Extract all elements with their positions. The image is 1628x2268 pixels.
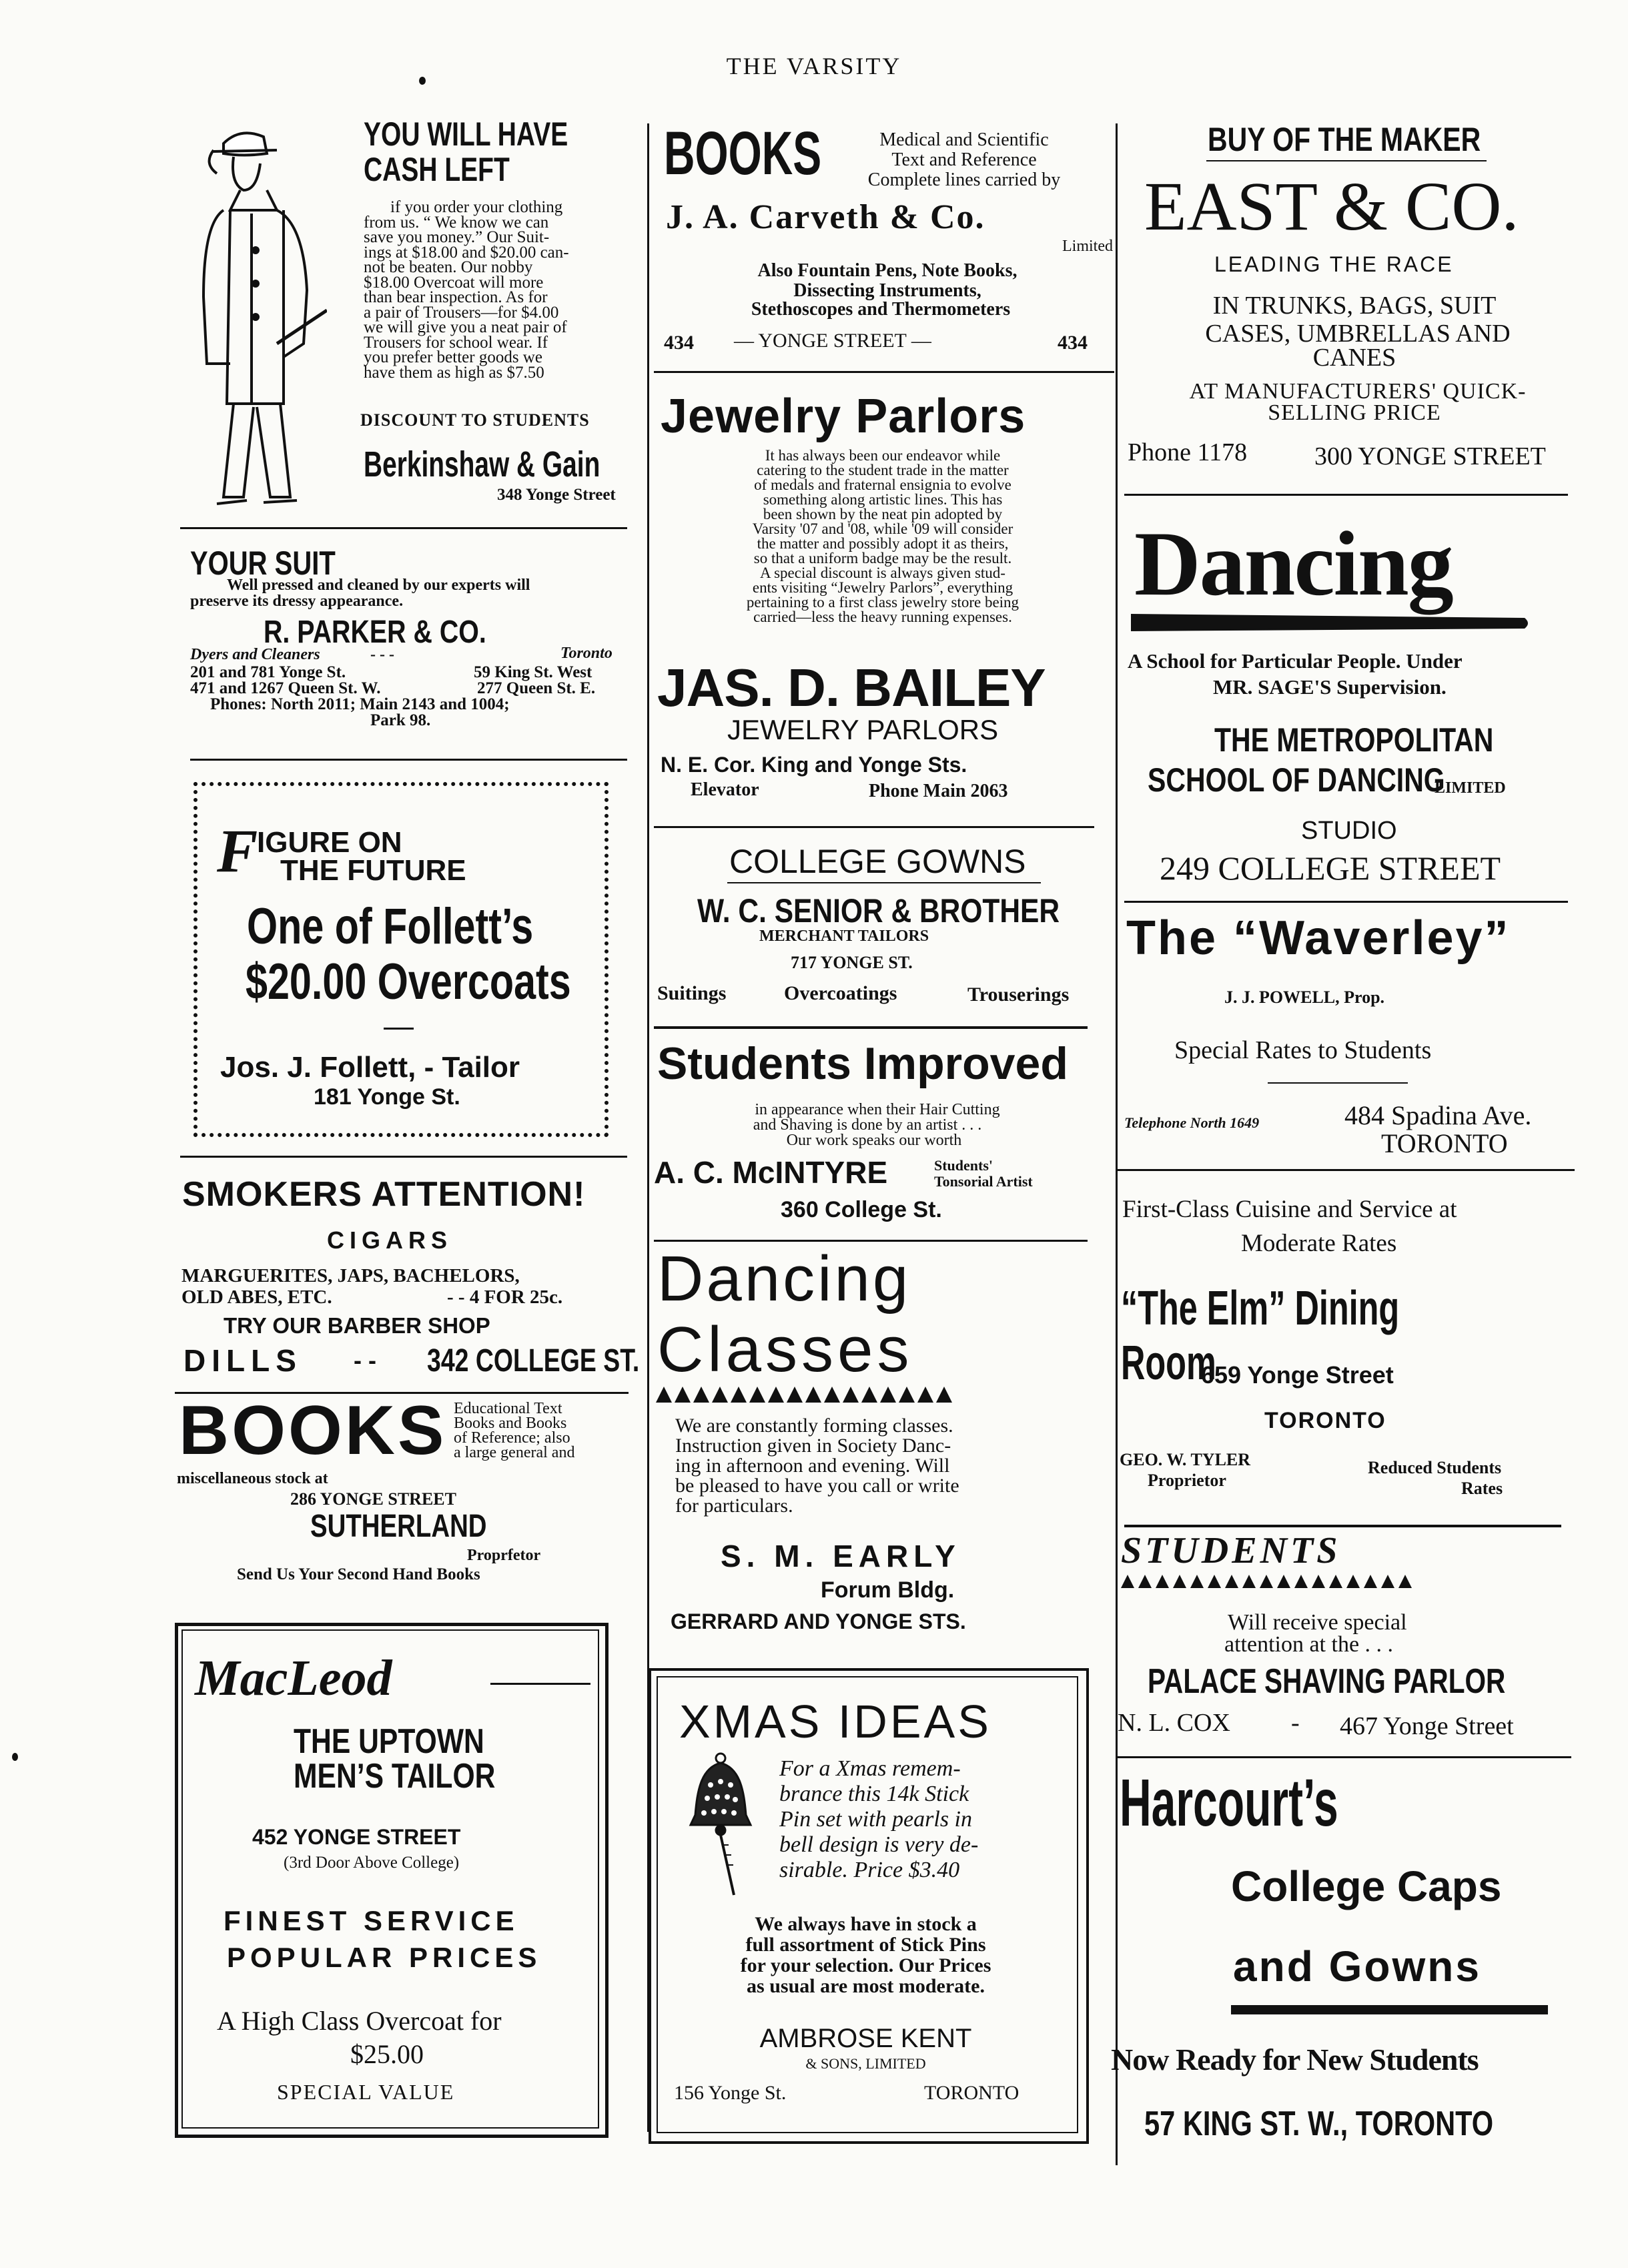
follett-cap: F — [217, 817, 258, 885]
bailey-title: Jewelry Parlors — [661, 390, 1026, 443]
carveth-right-rule — [1116, 123, 1118, 364]
metropolitan-swash — [1131, 609, 1531, 635]
smokers-dills: DILLS — [183, 1343, 302, 1378]
elm-title: “The Elm” Dining Room — [1121, 1282, 1400, 1390]
early-corner: GERRARD AND YONGE STS. — [671, 1609, 966, 1633]
kent-title: XMAS IDEAS — [679, 1695, 991, 1748]
suit-city: Toronto — [560, 645, 613, 662]
smokers-address: 342 COLLEGE ST. — [427, 1343, 640, 1379]
harcourt-address: 57 KING ST. W., TORONTO — [1144, 2105, 1494, 2143]
carveth-side: Medical and Scientific Text and Reference Complete lines carried by — [867, 129, 1061, 190]
macleod-finest: FINEST SERVICE — [224, 1905, 519, 1936]
early-firm: S. M. EARLY — [721, 1539, 961, 1573]
carveth-street: — YONGE STREET — — [734, 330, 931, 352]
sutherland-side: Educational Text Books and Books of Reference; also a large general and — [454, 1400, 575, 1461]
senior-a: Suitings — [657, 982, 727, 1004]
palace-ornament — [1120, 1572, 1416, 1591]
bell-stickpin-icon — [681, 1752, 761, 1898]
column-rule-right — [1116, 123, 1118, 2165]
cash-title-1: YOU WILL HAVE — [364, 115, 568, 153]
early-title-1: Dancing — [657, 1243, 911, 1314]
follett-line-2: THE FUTURE — [280, 854, 466, 887]
metropolitan-address: 249 COLLEGE STREET — [1160, 849, 1501, 887]
senior-address: 717 YONGE ST. — [791, 953, 913, 972]
suit-trade: Dyers and Cleaners — [190, 646, 320, 663]
elm-reduced-2: Rates — [1461, 1479, 1503, 1498]
elm-line-1: First-Class Cuisine and Service at — [1122, 1196, 1457, 1223]
metropolitan-limited: LIMITED — [1435, 779, 1506, 797]
smokers-line-2a: OLD ABES, ETC. — [181, 1286, 332, 1308]
rule-c3-3 — [1118, 1169, 1575, 1171]
elm-reduced-1: Reduced Students — [1368, 1458, 1502, 1477]
mcintyre-line-1: in appearance when their Hair Cutting — [755, 1101, 1000, 1118]
early-bldg: Forum Bldg. — [821, 1577, 955, 1603]
metropolitan-line-1: A School for Particular People. Under — [1128, 649, 1463, 673]
mcintyre-title: Students Improved — [657, 1038, 1068, 1089]
bailey-corner: N. E. Cor. King and Yonge Sts. — [661, 753, 967, 777]
follett-tailor: Jos. J. Follett, - Tailor — [220, 1051, 520, 1084]
elm-prop-2: Proprietor — [1148, 1471, 1226, 1490]
kent-body: We always have in stock a full assortment of Stick Pins for your selection. Our Prices as usual are most moderate. — [740, 1913, 991, 1997]
mcintyre-line-2: and Shaving is done by an artist . . . — [753, 1116, 982, 1134]
palace-dash: - — [1291, 1709, 1300, 1737]
rule-c1-3 — [180, 1156, 627, 1158]
rule-c3-5 — [1118, 1756, 1571, 1758]
waverley-short-rule — [1268, 1082, 1408, 1084]
cash-discount: DISCOUNT TO STUDENTS — [360, 410, 590, 430]
elm-city: TORONTO — [1264, 1408, 1386, 1433]
east-top: BUY OF THE MAKER — [1208, 121, 1481, 158]
senior-c: Trouserings — [967, 984, 1070, 1006]
rule-c3-2 — [1124, 901, 1568, 903]
rule-c3-1 — [1124, 494, 1568, 496]
harcourt-ready: Now Ready for New Students — [1111, 2042, 1479, 2076]
early-title-2: Classes — [657, 1314, 913, 1385]
bailey-elevator: Elevator — [691, 779, 759, 800]
follett-address: 181 Yonge St. — [314, 1084, 460, 1110]
waverley-city: TORONTO — [1381, 1128, 1508, 1158]
running-header: THE VARSITY — [726, 53, 902, 79]
senior-trade: MERCHANT TAILORS — [759, 927, 929, 945]
east-firm: EAST & CO. — [1144, 168, 1519, 245]
bailey-sub: JEWELRY PARLORS — [727, 714, 999, 745]
palace-title: STUDENTS — [1121, 1530, 1341, 1571]
east-address: 300 YONGE STREET — [1314, 442, 1546, 470]
early-body: We are constantly forming classes. Instruction given in Society Danc- ing in afternoon and evening. Will be pleased to have you call or write for particulars. — [675, 1415, 959, 1517]
macleod-price: $25.00 — [350, 2039, 424, 2069]
senior-title-rule — [727, 882, 1041, 883]
rule-c3-4 — [1124, 1525, 1561, 1527]
east-line-1: IN TRUNKS, BAGS, SUIT — [1212, 292, 1497, 320]
mcintyre-address: 360 College St. — [781, 1197, 942, 1222]
print-speck — [419, 77, 426, 85]
cash-body: if you order your clothing from us. “ We know we can save you money.” Our Suit- ings at $18.00 and $20.00 can- not be beaten. Our nobby $18.00 Overcoat will more than bear inspection. As for a pair of Trousers—for $4.00 we will give you a neat pair of Trousers for school wear. If you prefer better goods we have them as high as $7.50 — [364, 198, 569, 382]
mcintyre-tag-2: Tonsorial Artist — [934, 1173, 1033, 1190]
harcourt-title: Harcourt’s — [1120, 1766, 1338, 1840]
waverley-rates: Special Rates to Students — [1174, 1036, 1432, 1064]
suit-body-2: preserve its dressy appearance. — [190, 593, 404, 610]
metropolitan-title: Dancing — [1134, 512, 1453, 615]
macleod-name-rule — [490, 1683, 590, 1685]
east-phone: Phone 1178 — [1128, 438, 1248, 466]
follett-big-1: One of Follett’s — [247, 898, 534, 955]
kent-city: TORONTO — [924, 2082, 1020, 2104]
carveth-num-left: 434 — [664, 332, 694, 354]
cash-title-2: CASH LEFT — [364, 151, 510, 188]
suit-address-2a: 471 and 1267 Queen St. W. — [190, 679, 381, 697]
macleod-over-1: A High Class Overcoat for — [217, 2006, 502, 2036]
macleod-sub: (3rd Door Above College) — [284, 1854, 460, 1872]
senior-firm: W. C. SENIOR & BROTHER — [697, 892, 1060, 929]
harcourt-line-1: College Caps — [1231, 1862, 1502, 1910]
sutherland-send: Send Us Your Second Hand Books — [237, 1565, 480, 1583]
carveth-title: BOOKS — [664, 119, 822, 187]
east-leading: LEADING THE RACE — [1214, 252, 1454, 276]
macleod-name: MacLeod — [195, 1650, 392, 1706]
senior-b: Overcoatings — [784, 982, 897, 1004]
east-line-4: AT MANUFACTURERS' QUICK- — [1189, 379, 1527, 404]
cash-firm: Berkinshaw & Gain — [364, 444, 600, 484]
sutherland-prop: Proprfetor — [467, 1547, 541, 1564]
smokers-line-2b: - - 4 FOR 25c. — [447, 1286, 563, 1308]
macleod-special: SPECIAL VALUE — [277, 2080, 455, 2104]
macleod-line-1: THE UPTOWN — [294, 1722, 484, 1761]
waverley-prop: J. J. POWELL, Prop. — [1224, 988, 1385, 1007]
kent-firm: AMBROSE KENT — [759, 2024, 972, 2053]
metropolitan-name-2: SCHOOL OF DANCING — [1148, 761, 1445, 799]
sutherland-line: miscellaneous stock at — [177, 1470, 328, 1487]
waverley-tel: Telephone North 1649 — [1124, 1114, 1260, 1131]
mcintyre-line-3: Our work speaks our worth — [786, 1132, 962, 1149]
print-speck — [12, 1753, 18, 1761]
east-line-2: CASES, UMBRELLAS AND — [1205, 320, 1511, 348]
carveth-limited: Limited — [1062, 238, 1113, 255]
carveth-firm: J. A. Carveth & Co. — [666, 198, 985, 236]
mcintyre-firm: A. C. McINTYRE — [654, 1155, 888, 1190]
rule-c1-2 — [190, 759, 627, 761]
palace-name: N. L. COX — [1118, 1709, 1230, 1737]
smokers-title: SMOKERS ATTENTION! — [182, 1175, 586, 1214]
palace-address: 467 Yonge Street — [1340, 1712, 1514, 1740]
suit-address-2b: 277 Queen St. E. — [477, 679, 596, 697]
elm-line-2: Moderate Rates — [1241, 1230, 1397, 1257]
suit-address-1a: 201 and 781 Yonge St. — [190, 663, 346, 681]
harcourt-line-2: and Gowns — [1233, 1942, 1481, 1990]
early-ornament — [653, 1383, 953, 1407]
rule-c2-1 — [654, 371, 1114, 373]
macleod-popular: POPULAR PRICES — [227, 1942, 542, 1973]
rule-c2-3 — [654, 1026, 1088, 1029]
palace-line-2: attention at the . . . — [1224, 1632, 1394, 1657]
kent-italic: For a Xmas remem- brance this 14k Stick Pin set with pearls in bell design is very de- sirable. Price $3.40 — [779, 1756, 979, 1882]
bailey-body: It has always been our endeavor while catering to the student trade in the matter of medals and fraternal ensignia to evolve something along artistic lines. This has been shown by the neat pin adopted by Varsity '07 and '08, while '09 will consider the matter and possibly adopt it as theirs, so that a uniform badge may be the result. A special discount is always given stud- ents visiting “Jewelry Parlors”, everything pertaining to a first class jewelry store being carried—less the heavy running expenses. — [746, 447, 1020, 625]
palace-line-1: Will receive special — [1228, 1610, 1407, 1635]
elm-prop-1: GEO. W. TYLER — [1120, 1450, 1251, 1469]
suit-title: YOUR SUIT — [190, 544, 336, 582]
mcintyre-tag-1: Students' — [934, 1157, 993, 1174]
macleod-address: 452 YONGE STREET — [252, 1825, 461, 1849]
smokers-dash: - - — [354, 1347, 376, 1374]
suit-body-1: Well pressed and cleaned by our experts will — [227, 577, 530, 594]
rule-c2-4 — [654, 1240, 1088, 1242]
gentleman-illustration — [177, 123, 327, 517]
bailey-phone: Phone Main 2063 — [869, 781, 1008, 801]
rule-c2-2 — [654, 826, 1094, 828]
follett-short-rule — [384, 1028, 414, 1030]
east-top-rule — [1206, 160, 1487, 161]
suit-park: Park 98. — [370, 711, 431, 729]
bailey-firm: JAS. D. BAILEY — [657, 658, 1046, 717]
suit-dashes: - - - — [370, 646, 394, 663]
east-line-5: SELLING PRICE — [1268, 400, 1441, 425]
kent-sub: & SONS, LIMITED — [805, 2055, 926, 2072]
follett-line-1: IGURE ON — [257, 826, 402, 859]
metropolitan-line-2: MR. SAGE'S Supervision. — [1213, 675, 1447, 699]
rule-c1-1 — [180, 527, 627, 529]
senior-title: COLLEGE GOWNS — [729, 843, 1026, 880]
macleod-line-2: MEN’S TAILOR — [294, 1757, 496, 1796]
suit-firm: R. PARKER & CO. — [264, 615, 486, 650]
waverley-title: The “Waverley” — [1126, 911, 1511, 965]
carveth-line-2: Dissecting Instruments, — [793, 280, 981, 301]
suit-address-1b: 59 King St. West — [474, 663, 592, 681]
palace-firm: PALACE SHAVING PARLOR — [1148, 1662, 1506, 1701]
follett-big-2: $20.00 Overcoats — [246, 954, 571, 1010]
carveth-line-1: Also Fountain Pens, Note Books, — [757, 260, 1018, 281]
sutherland-firm: SUTHERLAND — [310, 1509, 487, 1544]
harcourt-rule — [1231, 2005, 1548, 2014]
smokers-cigars: CIGARS — [327, 1226, 453, 1254]
metropolitan-studio: STUDIO — [1301, 817, 1397, 845]
smokers-line-1: MARGUERITES, JAPS, BACHELORS, — [181, 1265, 520, 1286]
waverley-address: 484 Spadina Ave. — [1344, 1100, 1532, 1130]
cash-address: 348 Yonge Street — [497, 486, 616, 504]
sutherland-title: BOOKS — [179, 1392, 447, 1469]
elm-address: 659 Yonge Street — [1201, 1361, 1394, 1389]
carveth-num-right: 434 — [1058, 332, 1088, 354]
metropolitan-name-1: THE METROPOLITAN — [1214, 721, 1494, 759]
east-line-3: CANES — [1312, 344, 1396, 372]
carveth-line-3: Stethoscopes and Thermometers — [751, 299, 1011, 320]
suit-phones: Phones: North 2011; Main 2143 and 1004; — [210, 695, 510, 713]
sutherland-address: 286 YONGE STREET — [290, 1489, 456, 1509]
kent-address: 156 Yonge St. — [674, 2082, 787, 2104]
smokers-barber: TRY OUR BARBER SHOP — [224, 1313, 490, 1338]
